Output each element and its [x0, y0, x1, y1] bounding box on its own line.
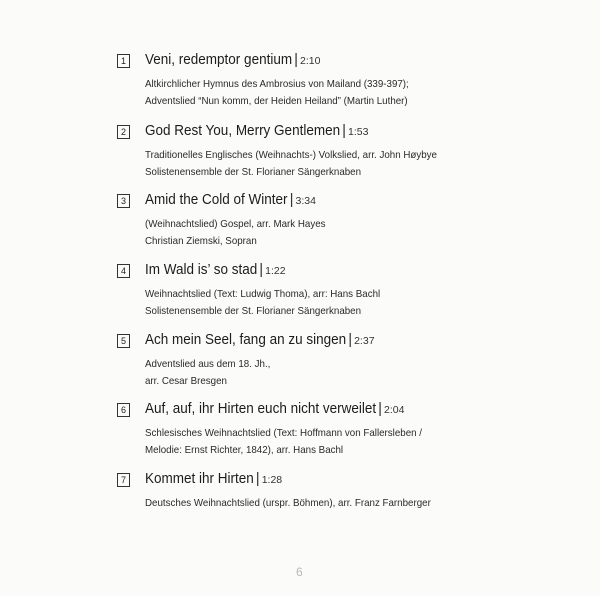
description-line: Adventslied “Nun komm, der Heiden Heiland” (Martin Luther) — [145, 95, 408, 107]
track-title: Auf, auf, ihr Hirten euch nicht verweilet — [145, 400, 377, 417]
track-number-box: 7 — [117, 473, 130, 487]
track-duration: 1:28 — [261, 474, 283, 486]
track-heading — [145, 469, 282, 490]
description-line: arr. Cesar Bresgen — [145, 375, 227, 387]
track-title: God Rest You, Merry Gentlemen — [145, 122, 341, 139]
track-number-box: 1 — [117, 54, 130, 68]
track-description — [145, 495, 431, 512]
track-title: Veni, redemptor gentium — [145, 51, 293, 68]
track-number-box: 5 — [117, 334, 130, 348]
track-number-box: 6 — [117, 403, 130, 417]
track-duration: 3:34 — [295, 195, 316, 207]
separator: | — [378, 400, 383, 417]
track-number-box: 4 — [117, 264, 130, 278]
track-duration: 2:04 — [384, 404, 405, 416]
track-title: Amid the Cold of Winter — [145, 191, 288, 208]
track-description — [145, 147, 437, 181]
track-description — [145, 356, 270, 390]
track-duration: 2:10 — [300, 55, 321, 67]
separator: | — [348, 331, 353, 348]
track-heading — [145, 50, 320, 71]
description-line: Schlesisches Weihnachtslied (Text: Hoffmann von Fallersleben / — [145, 427, 422, 439]
separator: | — [294, 51, 299, 68]
track-description — [145, 216, 326, 250]
track-heading — [145, 260, 286, 281]
track-heading — [145, 330, 375, 351]
separator: | — [342, 122, 346, 139]
description-line: Solistenensemble der St. Florianer Sängerknaben — [145, 166, 362, 178]
track-heading — [145, 190, 316, 211]
track-number-box: 2 — [117, 125, 130, 139]
description-line: Deutsches Weihnachtslied (urspr. Böhmen), arr. Franz Farnberger — [145, 497, 431, 509]
separator: | — [259, 261, 264, 278]
page-number: 6 — [296, 565, 303, 579]
description-line: Altkirchlicher Hymnus des Ambrosius von Mailand (339-397); — [145, 78, 409, 90]
track-description — [145, 425, 422, 459]
description-line: Christian Ziemski, Sopran — [145, 235, 257, 247]
track-title: Ach mein Seel, fang an zu singen — [145, 331, 347, 348]
track-heading — [145, 399, 404, 420]
track-number-box: 3 — [117, 194, 130, 208]
description-line: Melodie: Ernst Richter, 1842), arr. Hans Bachl — [145, 444, 344, 456]
track-heading — [145, 121, 368, 142]
track-duration: 2:37 — [354, 335, 375, 347]
description-line: Adventslied aus dem 18. Jh., — [145, 358, 271, 370]
description-line: (Weihnachtslied) Gospel, arr. Mark Hayes — [145, 218, 326, 230]
description-line: Traditionelles Englisches (Weihnachts-) Volkslied, arr. John Høybye — [145, 149, 438, 161]
track-title: Im Wald is’ so stad — [145, 261, 258, 278]
track-duration: 1:53 — [348, 126, 369, 138]
description-line: Solistenensemble der St. Florianer Sängerknaben — [145, 305, 362, 317]
track-description — [145, 286, 380, 320]
description-line: Weihnachtslied (Text: Ludwig Thoma), arr: Hans Bachl — [145, 288, 381, 300]
separator: | — [255, 470, 260, 487]
separator: | — [289, 191, 294, 208]
track-duration: 1:22 — [265, 265, 286, 277]
track-description — [145, 76, 409, 110]
track-title: Kommet ihr Hirten — [145, 470, 254, 487]
